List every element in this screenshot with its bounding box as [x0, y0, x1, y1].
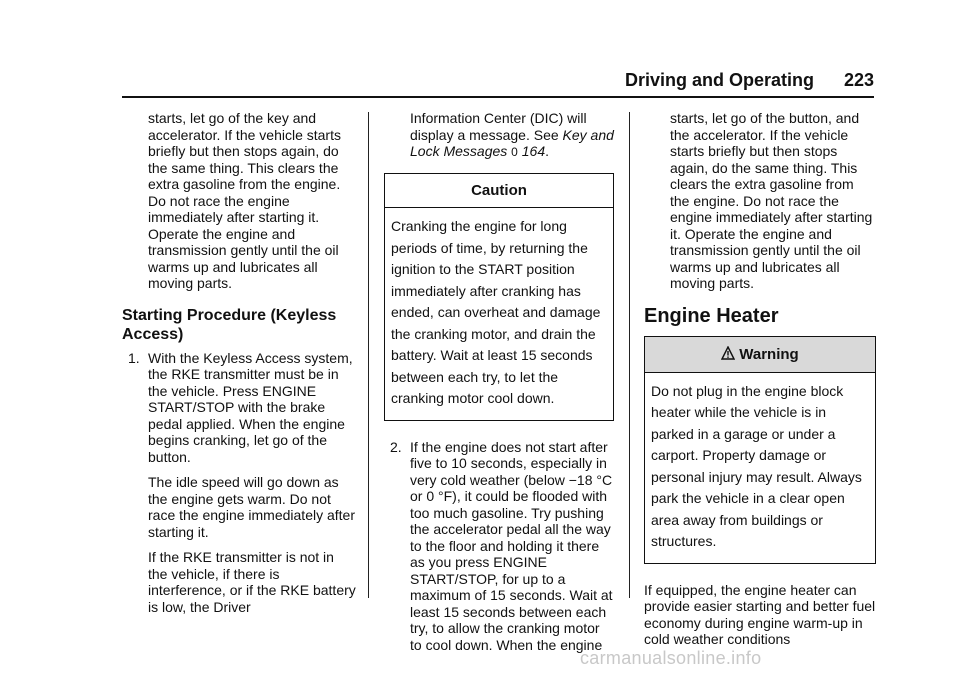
continued-paragraph: starts, let go of the key and accelerator. If the vehicle starts briefly but then stops again, do the same thing. This clears the extra gasoline from the engine. Do not race the engine immediately after starting it. Operate the engine and transmission gently until the oil warms up and lubricates all moving parts. — [148, 110, 341, 291]
page-ref-arrow-icon: 0 — [511, 145, 518, 159]
warning-body: Do not plug in the engine block heater while the vehicle is in parked in a garage or under a carport. Property damage or personal injury may result. Always park the vehicle in a clear open area away from buildings or structures. — [651, 382, 862, 549]
column-3 — [644, 110, 876, 648]
continued-paragraph — [384, 110, 614, 161]
section-heading-engine-heater: Engine Heater — [644, 304, 779, 327]
warning-header — [645, 337, 875, 373]
list-number: 2. — [390, 438, 402, 455]
continued-paragraph: starts, let go of the button, and the accelerator. If the vehicle starts briefly but then stops again, do the same thing. This clears the extra gasoline from the engine. Do not race the engine immediately after starting it. Operate the engine and transmission gently until the oil warms up and lubricates all moving parts. — [670, 110, 873, 291]
paragraph: If equipped, the engine heater can provide easier starting and better fuel economy during engine warm-up in cold weather conditions — [644, 581, 876, 647]
sentence-end: . — [545, 143, 549, 159]
warning-title: Warning — [739, 346, 799, 363]
caution-box — [384, 173, 614, 421]
paragraph: If the RKE transmitter is not in the vehicle, if there is interference, or if the RKE battery is low, the Driver — [148, 549, 356, 615]
list-number: 1. — [128, 349, 140, 366]
page-number: 223 — [843, 70, 874, 90]
watermark: carmanualsonline.info — [580, 648, 762, 668]
warning-box — [644, 336, 876, 564]
list-item-2 — [384, 439, 614, 654]
list-item-1 — [122, 350, 356, 616]
paragraph: The idle speed will go down as the engine gets warm. Do not race the engine immediately after starting it. — [148, 474, 355, 540]
paragraph-text: Information Center (DIC) will display a message. See — [410, 110, 587, 143]
warning-triangle-icon — [721, 346, 735, 360]
section-title: Driving and Operating — [624, 70, 814, 90]
cross-reference-link[interactable]: Key and Lock Messages — [410, 126, 614, 159]
column-2 — [384, 110, 614, 653]
list-item-text: With the Keyless Access system, the RKE transmitter must be in the vehicle. Press ENGINE START/STOP with the brake pedal applied. When the engine begins cranking, let go of the button. — [148, 349, 353, 465]
column-1 — [122, 110, 356, 615]
caution-title: Caution — [385, 174, 613, 209]
page-header — [122, 70, 874, 98]
list-item-text: If the engine does not start after five to 10 seconds, especially in very cold weather (below −18 °C or 0 °F), it could be flooded with too much gasoline. Try pushing the accelerator pedal all the way to the floor and holding it there as you press ENGINE START/STOP, for up to a maximum of 15 seconds. Wait at least 15 seconds between each try, to allow the cranking motor to cool down. When the engine — [410, 438, 613, 653]
caution-body: Cranking the engine for long periods of time, by returning the ignition to the START position immediately after cranking has ended, can overheat and damage the cranking motor, and drain the battery. Wait at least 15 seconds between each try, to let the cranking motor cool down. — [391, 218, 601, 406]
column-divider-2 — [629, 112, 630, 598]
section-heading-keyless: Starting Procedure (Keyless Access) — [122, 306, 337, 343]
column-divider-1 — [368, 112, 369, 598]
cross-reference-page[interactable]: 164 — [521, 143, 546, 159]
